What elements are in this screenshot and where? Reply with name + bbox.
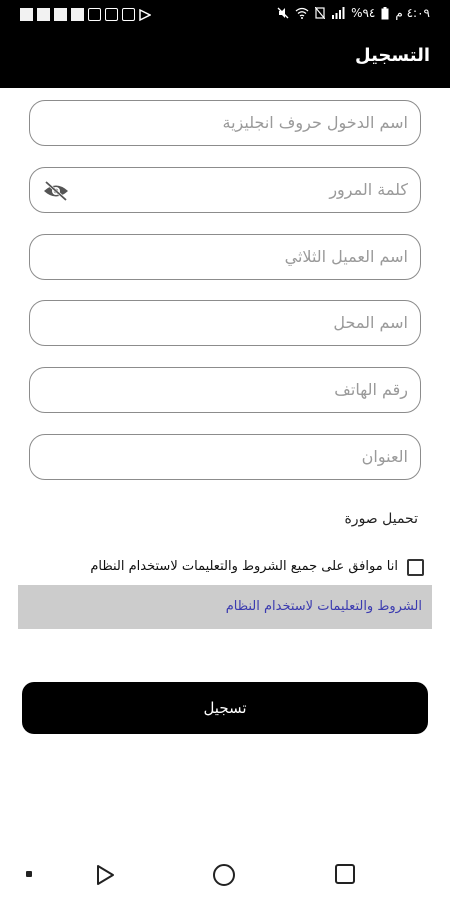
address-field[interactable] xyxy=(29,434,421,480)
username-placeholder: اسم الدخول حروف انجليزية xyxy=(222,113,408,132)
app-toolbar xyxy=(0,28,450,88)
page-title: التسجيل xyxy=(355,45,430,66)
mute-icon xyxy=(277,7,289,19)
notification-icons xyxy=(20,8,151,21)
recent-apps-icon[interactable] xyxy=(335,864,355,884)
wifi-icon xyxy=(295,7,309,19)
notification-icon xyxy=(37,8,50,21)
register-button[interactable]: تسجيل xyxy=(22,682,428,734)
system-nav-bar xyxy=(0,850,450,900)
agree-checkbox[interactable] xyxy=(407,559,424,576)
terms-link[interactable]: الشروط والتعليمات لاستخدام النظام xyxy=(225,599,422,614)
full-name-field[interactable] xyxy=(29,234,421,280)
shop-name-field[interactable] xyxy=(29,300,421,346)
password-field[interactable] xyxy=(29,167,421,213)
battery-icon xyxy=(381,7,389,20)
play-store-icon xyxy=(139,9,151,21)
signal-icon xyxy=(331,7,345,19)
home-icon[interactable] xyxy=(213,864,235,886)
nav-indicator-icon xyxy=(26,871,32,877)
address-placeholder: العنوان xyxy=(361,447,408,466)
phone-field[interactable] xyxy=(29,367,421,413)
visibility-off-icon[interactable] xyxy=(42,180,70,202)
system-icons xyxy=(277,6,430,20)
app-notification-icon xyxy=(88,8,101,21)
gallery-notification-icon xyxy=(105,8,118,21)
back-icon[interactable] xyxy=(95,864,115,886)
notification-icon xyxy=(54,8,67,21)
agree-label[interactable]: انا موافق على جميع الشروط والتعليمات لاستخدام النظام xyxy=(90,559,398,574)
full-name-placeholder: اسم العميل الثلاثي xyxy=(284,247,408,266)
battery-percent: %٩٤ xyxy=(351,6,376,20)
status-bar xyxy=(0,0,450,28)
clock: ٤:٠٩ م xyxy=(395,6,430,20)
notification-icon xyxy=(20,8,33,21)
username-field[interactable] xyxy=(29,100,421,146)
agree-row xyxy=(0,553,450,581)
terms-bar xyxy=(18,585,432,629)
no-sim-icon xyxy=(315,7,325,19)
phone-placeholder: رقم الهاتف xyxy=(334,380,408,399)
notification-icon xyxy=(71,8,84,21)
upload-photo-link[interactable]: تحميل صورة xyxy=(344,511,418,527)
message-notification-icon xyxy=(122,8,135,21)
shop-name-placeholder: اسم المحل xyxy=(333,313,408,332)
password-placeholder: كلمة المرور xyxy=(329,180,408,199)
